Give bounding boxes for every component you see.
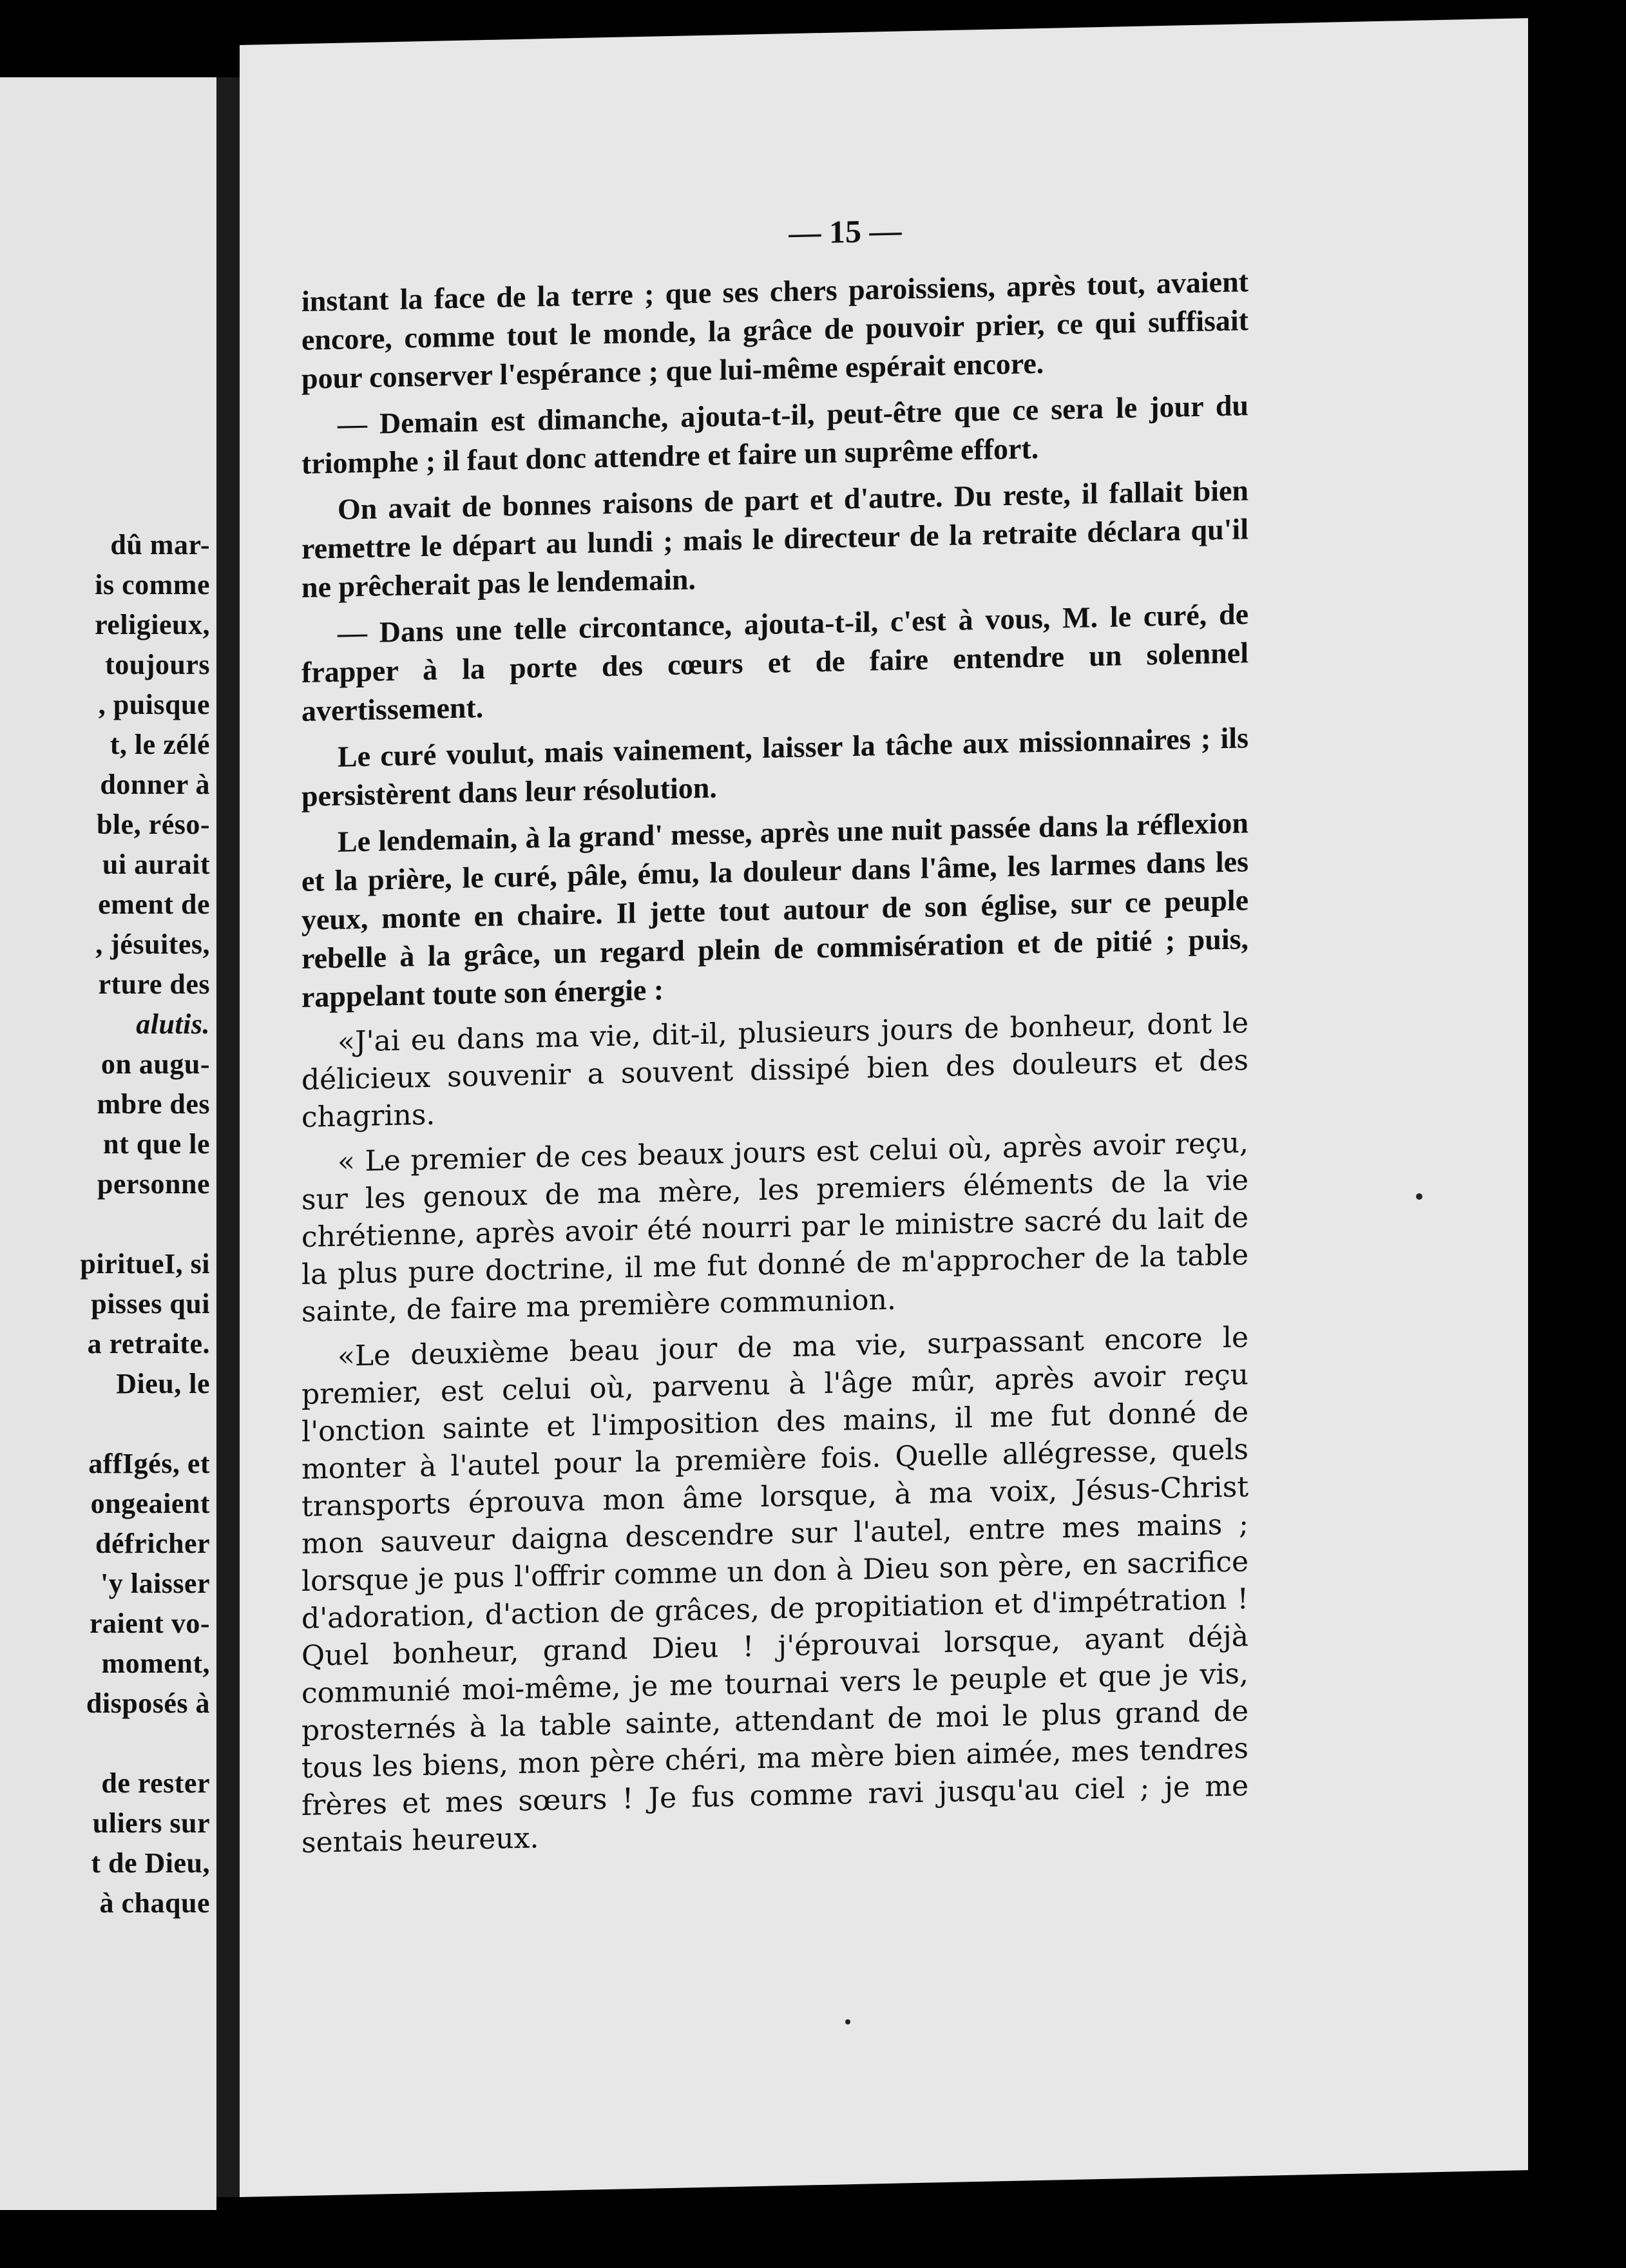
left-page-line: t de Dieu, [91, 1847, 210, 1879]
left-page-line: pisses qui [91, 1288, 210, 1320]
left-page-line: uliers sur [92, 1807, 210, 1839]
left-page-line: ble, réso- [96, 809, 210, 840]
left-page-line: affIgés, et [88, 1448, 210, 1479]
left-page-line: piritueI, si [80, 1248, 210, 1280]
book-gutter [216, 77, 240, 2197]
left-page-line: moment, [101, 1648, 210, 1679]
paragraph: Le curé voulut, mais vainement, laisser la tâche aux missionnaires ; ils persistèrent dans leur résolution. [301, 721, 1248, 812]
left-page-line: toujours [105, 649, 210, 680]
left-page-line: ongeaient [90, 1488, 210, 1519]
quoted-paragraph: «J'ai eu dans ma vie, dit-il, plusieurs jours de bonheur, dont le délicieux souvenir a souvent dissipé bien des douleurs et des chagrins. [301, 1006, 1248, 1134]
left-page-line: nt que le [103, 1128, 210, 1160]
left-page-line: 'y laisser [100, 1568, 210, 1599]
quoted-paragraph: « Le premier de ces beaux jours est celui où, après avoir reçu, sur les genoux de ma mère, les premiers éléments de la vie chrétienne, après avoir été nourri par le ministre sacré du lait de la plus pure doctrine, il me fut donné de m'approcher de la table sainte, de faire ma première communion. [301, 1126, 1248, 1329]
left-page-line: Dieu, le [116, 1368, 210, 1399]
left-page-line: t, le zélé [110, 729, 210, 760]
left-page-line: dû mar- [110, 529, 210, 561]
left-page-line: on augu- [100, 1048, 210, 1080]
left-page-line: is comme [95, 569, 210, 601]
left-page-line: rture des [98, 968, 210, 1000]
paragraph: Le lendemain, à la grand' messe, après une nuit passée dans la réflexion et la prière, le curé, pâle, ému, la douleur dans l'âme, les larmes dans les yeux, monte en chaire. Il jette tout autour de son église, sur ce peuple rebelle à la grâce, un regard plein de commisération et de pitié ; puis, rappelant toute son énergie : [301, 806, 1248, 1014]
left-page-line: religieux, [95, 609, 210, 640]
left-page-line: à chaque [99, 1887, 210, 1919]
left-page-fragment [0, 77, 216, 2210]
left-page-line: donner à [100, 769, 210, 800]
paragraph: — Demain est dimanche, ajouta-t-il, peut-être que ce sera le jour du triomphe ; il faut donc attendre et faire un suprême effort. [301, 389, 1248, 480]
left-page-line: a retraite. [87, 1328, 210, 1360]
paragraph: On avait de bonnes raisons de part et d'autre. Du reste, il fallait bien remettre le départ au lundi ; mais le directeur de la retraite déclara qu'il ne prêcherait pas le lendemain. [301, 474, 1248, 604]
left-page-text [0, 77, 216, 2210]
paragraph: instant la face de la terre ; que ses chers paroissiens, après tout, avaient encore, comme tout le monde, la grâce de pouvoir prier, ce qui suffisait pour conserver l'espérance ; que lui-même espérait encore. [301, 265, 1248, 395]
left-page-line: raient vo- [89, 1608, 210, 1639]
paragraph: — Dans une telle circontance, ajouta-t-il, c'est à vous, M. le curé, de frapper à la porte des cœurs et de faire entendre un solennel avertissement. [301, 597, 1248, 727]
ink-speck [1416, 1193, 1422, 1200]
page-number: — 15 — [789, 212, 902, 251]
left-page-line: , jésuites, [95, 928, 210, 960]
left-page-line: alutis. [136, 1008, 210, 1040]
left-page-line: ement de [98, 889, 210, 920]
right-page [240, 18, 1528, 2197]
left-page-line: mbre des [97, 1088, 210, 1120]
left-page-line: disposés à [86, 1687, 210, 1719]
quoted-paragraph: «Le deuxième beau jour de ma vie, surpassant encore le premier, est celui où, parvenu à l'âge mûr, après avoir reçu l'onction sainte et l'imposition des mains, il me fut donné de monter à l'autel pour la première fois. Quelle allégresse, quels transports éprouva mon âme lorsque, à ma voix, Jésus-Christ mon sauveur daigna descendre sur l'autel, entre mes mains ; lorsque je pus l'offrir comme un don à Dieu son père, en sacrifice d'adoration, d'action de grâces, de propitiation et d'impétration ! Quel bonheur, grand Dieu ! j'éprouvai lorsque, ayant déjà communié moi-même, je me tournai vers le peuple et que je vis, prosternés à la table sainte, attendant de moi le plus grand de tous les biens, mon père chéri, ma mère bien aimée, mes tendres frères et mes sœurs ! Je fus comme ravi jusqu'au ciel ; je me sentais heureux. [301, 1321, 1248, 1860]
left-page-line: personne [97, 1168, 210, 1200]
ink-speck [845, 2019, 850, 2024]
left-page-line: défricher [95, 1528, 210, 1559]
body-text [301, 262, 1248, 1870]
left-page-line: , puisque [98, 689, 210, 720]
left-page-line: de rester [101, 1767, 210, 1799]
left-page-line: ui aurait [102, 849, 210, 880]
